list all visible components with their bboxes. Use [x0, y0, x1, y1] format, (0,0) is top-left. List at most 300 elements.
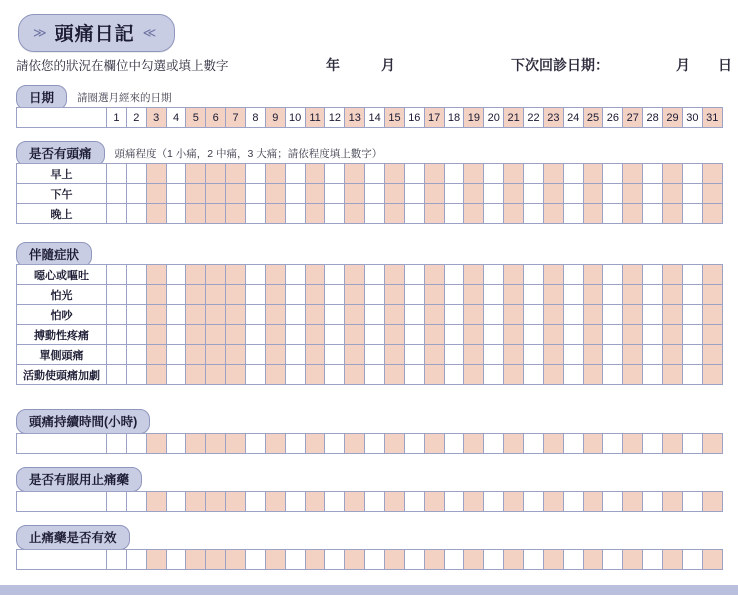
- headache-cell-r2-d29[interactable]: [663, 184, 683, 204]
- symptom-cell-r4-d3[interactable]: [146, 325, 166, 345]
- symptom-cell-r3-d26[interactable]: [603, 305, 623, 325]
- symptom-cell-r4-d27[interactable]: [623, 325, 643, 345]
- day-number-30[interactable]: 30: [682, 108, 702, 128]
- day-number-9[interactable]: 9: [265, 108, 285, 128]
- symptom-cell-r1-d19[interactable]: [464, 265, 484, 285]
- headache-cell-r2-d25[interactable]: [583, 184, 603, 204]
- symptom-cell-r1-d30[interactable]: [682, 265, 702, 285]
- headache-cell-r2-d8[interactable]: [246, 184, 266, 204]
- symptom-cell-r1-d7[interactable]: [226, 265, 246, 285]
- symptom-cell-r6-d22[interactable]: [524, 365, 544, 385]
- duration-cell-r1-d17[interactable]: [424, 434, 444, 454]
- symptom-cell-r2-d10[interactable]: [285, 285, 305, 305]
- headache-cell-r1-d29[interactable]: [663, 164, 683, 184]
- medication-cell-r1-d16[interactable]: [404, 492, 424, 512]
- symptom-cell-r1-d29[interactable]: [663, 265, 683, 285]
- headache-cell-r1-d13[interactable]: [345, 164, 365, 184]
- headache-cell-r1-d23[interactable]: [543, 164, 563, 184]
- symptom-cell-r2-d5[interactable]: [186, 285, 206, 305]
- symptom-cell-r1-d26[interactable]: [603, 265, 623, 285]
- day-number-2[interactable]: 2: [126, 108, 146, 128]
- headache-grid[interactable]: [16, 163, 723, 224]
- day-number-18[interactable]: 18: [444, 108, 464, 128]
- symptom-cell-r3-d3[interactable]: [146, 305, 166, 325]
- medication-cell-r1-d5[interactable]: [186, 492, 206, 512]
- symptom-cell-r2-d17[interactable]: [424, 285, 444, 305]
- symptom-cell-r4-d15[interactable]: [385, 325, 405, 345]
- effective-grid[interactable]: [16, 549, 723, 570]
- symptom-cell-r4-d28[interactable]: [643, 325, 663, 345]
- medication-cell-r1-d22[interactable]: [524, 492, 544, 512]
- medication-cell-r1-d1[interactable]: [107, 492, 127, 512]
- headache-cell-r3-d13[interactable]: [345, 204, 365, 224]
- symptom-cell-r4-d6[interactable]: [206, 325, 226, 345]
- day-number-13[interactable]: 13: [345, 108, 365, 128]
- symptom-cell-r3-d5[interactable]: [186, 305, 206, 325]
- headache-cell-r1-d19[interactable]: [464, 164, 484, 184]
- symptom-cell-r3-d30[interactable]: [682, 305, 702, 325]
- symptom-cell-r6-d24[interactable]: [563, 365, 583, 385]
- date-grid[interactable]: [16, 107, 723, 128]
- medication-cell-r1-d19[interactable]: [464, 492, 484, 512]
- headache-cell-r2-d31[interactable]: [702, 184, 722, 204]
- duration-cell-r1-d27[interactable]: [623, 434, 643, 454]
- headache-cell-r3-d1[interactable]: [107, 204, 127, 224]
- symptom-cell-r4-d24[interactable]: [563, 325, 583, 345]
- symptom-cell-r5-d1[interactable]: [107, 345, 127, 365]
- symptom-cell-r3-d16[interactable]: [404, 305, 424, 325]
- effective-cell-r1-d17[interactable]: [424, 550, 444, 570]
- symptom-cell-r1-d5[interactable]: [186, 265, 206, 285]
- medication-cell-r1-d11[interactable]: [305, 492, 325, 512]
- symptom-cell-r3-d8[interactable]: [246, 305, 266, 325]
- duration-cell-r1-d19[interactable]: [464, 434, 484, 454]
- symptom-cell-r2-d13[interactable]: [345, 285, 365, 305]
- symptom-cell-r4-d17[interactable]: [424, 325, 444, 345]
- effective-cell-r1-d3[interactable]: [146, 550, 166, 570]
- symptom-cell-r1-d8[interactable]: [246, 265, 266, 285]
- effective-cell-r1-d5[interactable]: [186, 550, 206, 570]
- headache-cell-r3-d27[interactable]: [623, 204, 643, 224]
- duration-cell-r1-d11[interactable]: [305, 434, 325, 454]
- headache-cell-r2-d4[interactable]: [166, 184, 186, 204]
- headache-cell-r1-d4[interactable]: [166, 164, 186, 184]
- duration-cell-r1-d13[interactable]: [345, 434, 365, 454]
- symptom-cell-r4-d11[interactable]: [305, 325, 325, 345]
- headache-cell-r2-d20[interactable]: [484, 184, 504, 204]
- symptom-cell-r3-d21[interactable]: [504, 305, 524, 325]
- headache-cell-r3-d24[interactable]: [563, 204, 583, 224]
- effective-cell-r1-d24[interactable]: [563, 550, 583, 570]
- medication-cell-r1-d25[interactable]: [583, 492, 603, 512]
- duration-cell-r1-d4[interactable]: [166, 434, 186, 454]
- symptom-cell-r4-d30[interactable]: [682, 325, 702, 345]
- medication-cell-r1-d4[interactable]: [166, 492, 186, 512]
- headache-cell-r1-d2[interactable]: [126, 164, 146, 184]
- headache-cell-r2-d5[interactable]: [186, 184, 206, 204]
- symptom-cell-r1-d27[interactable]: [623, 265, 643, 285]
- effective-cell-r1-d13[interactable]: [345, 550, 365, 570]
- day-number-19[interactable]: 19: [464, 108, 484, 128]
- symptom-cell-r5-d14[interactable]: [365, 345, 385, 365]
- symptom-cell-r6-d4[interactable]: [166, 365, 186, 385]
- symptom-cell-r6-d31[interactable]: [702, 365, 722, 385]
- effective-cell-r1-d4[interactable]: [166, 550, 186, 570]
- medication-grid[interactable]: [16, 491, 723, 512]
- symptom-cell-r3-d20[interactable]: [484, 305, 504, 325]
- medication-cell-r1-d28[interactable]: [643, 492, 663, 512]
- headache-cell-r3-d18[interactable]: [444, 204, 464, 224]
- effective-cell-r1-d6[interactable]: [206, 550, 226, 570]
- symptom-cell-r4-d29[interactable]: [663, 325, 683, 345]
- headache-cell-r2-d17[interactable]: [424, 184, 444, 204]
- symptom-cell-r5-d21[interactable]: [504, 345, 524, 365]
- symptom-cell-r1-d2[interactable]: [126, 265, 146, 285]
- symptom-cell-r6-d16[interactable]: [404, 365, 424, 385]
- headache-cell-r1-d28[interactable]: [643, 164, 663, 184]
- symptom-cell-r3-d24[interactable]: [563, 305, 583, 325]
- headache-cell-r2-d6[interactable]: [206, 184, 226, 204]
- symptom-cell-r2-d22[interactable]: [524, 285, 544, 305]
- medication-cell-r1-d9[interactable]: [265, 492, 285, 512]
- symptom-cell-r6-d17[interactable]: [424, 365, 444, 385]
- symptom-cell-r3-d6[interactable]: [206, 305, 226, 325]
- duration-cell-r1-d7[interactable]: [226, 434, 246, 454]
- duration-cell-r1-d29[interactable]: [663, 434, 683, 454]
- duration-grid[interactable]: [16, 433, 723, 454]
- headache-cell-r3-d20[interactable]: [484, 204, 504, 224]
- symptom-cell-r4-d1[interactable]: [107, 325, 127, 345]
- symptom-cell-r6-d15[interactable]: [385, 365, 405, 385]
- day-number-5[interactable]: 5: [186, 108, 206, 128]
- symptom-cell-r4-d26[interactable]: [603, 325, 623, 345]
- symptom-cell-r6-d7[interactable]: [226, 365, 246, 385]
- day-number-24[interactable]: 24: [563, 108, 583, 128]
- effective-cell-r1-d21[interactable]: [504, 550, 524, 570]
- headache-cell-r1-d26[interactable]: [603, 164, 623, 184]
- headache-cell-r1-d12[interactable]: [325, 164, 345, 184]
- symptom-cell-r5-d13[interactable]: [345, 345, 365, 365]
- symptom-cell-r3-d15[interactable]: [385, 305, 405, 325]
- headache-cell-r3-d2[interactable]: [126, 204, 146, 224]
- duration-cell-r1-d9[interactable]: [265, 434, 285, 454]
- headache-cell-r2-d13[interactable]: [345, 184, 365, 204]
- headache-cell-r2-d10[interactable]: [285, 184, 305, 204]
- headache-cell-r1-d31[interactable]: [702, 164, 722, 184]
- symptom-cell-r1-d10[interactable]: [285, 265, 305, 285]
- headache-cell-r1-d1[interactable]: [107, 164, 127, 184]
- symptom-cell-r5-d9[interactable]: [265, 345, 285, 365]
- headache-cell-r2-d14[interactable]: [365, 184, 385, 204]
- effective-cell-r1-d30[interactable]: [682, 550, 702, 570]
- symptom-cell-r5-d28[interactable]: [643, 345, 663, 365]
- headache-cell-r3-d9[interactable]: [265, 204, 285, 224]
- symptom-cell-r6-d12[interactable]: [325, 365, 345, 385]
- medication-cell-r1-d29[interactable]: [663, 492, 683, 512]
- symptom-cell-r1-d3[interactable]: [146, 265, 166, 285]
- symptom-cell-r1-d12[interactable]: [325, 265, 345, 285]
- symptom-cell-r3-d27[interactable]: [623, 305, 643, 325]
- headache-cell-r1-d27[interactable]: [623, 164, 643, 184]
- symptom-cell-r1-d21[interactable]: [504, 265, 524, 285]
- effective-cell-r1-d20[interactable]: [484, 550, 504, 570]
- headache-cell-r3-d28[interactable]: [643, 204, 663, 224]
- symptom-cell-r6-d27[interactable]: [623, 365, 643, 385]
- effective-cell-r1-d10[interactable]: [285, 550, 305, 570]
- headache-cell-r2-d26[interactable]: [603, 184, 623, 204]
- duration-cell-r1-d30[interactable]: [682, 434, 702, 454]
- day-number-23[interactable]: 23: [543, 108, 563, 128]
- headache-cell-r3-d30[interactable]: [682, 204, 702, 224]
- symptom-cell-r5-d8[interactable]: [246, 345, 266, 365]
- duration-cell-r1-d25[interactable]: [583, 434, 603, 454]
- duration-cell-r1-d15[interactable]: [385, 434, 405, 454]
- headache-cell-r1-d22[interactable]: [524, 164, 544, 184]
- effective-cell-r1-d29[interactable]: [663, 550, 683, 570]
- headache-cell-r3-d7[interactable]: [226, 204, 246, 224]
- headache-cell-r2-d7[interactable]: [226, 184, 246, 204]
- medication-cell-r1-d24[interactable]: [563, 492, 583, 512]
- medication-cell-r1-d13[interactable]: [345, 492, 365, 512]
- duration-cell-r1-d8[interactable]: [246, 434, 266, 454]
- symptom-cell-r6-d23[interactable]: [543, 365, 563, 385]
- symptom-cell-r5-d29[interactable]: [663, 345, 683, 365]
- symptom-cell-r3-d10[interactable]: [285, 305, 305, 325]
- symptom-cell-r1-d18[interactable]: [444, 265, 464, 285]
- symptom-cell-r2-d14[interactable]: [365, 285, 385, 305]
- headache-cell-r3-d22[interactable]: [524, 204, 544, 224]
- duration-cell-r1-d10[interactable]: [285, 434, 305, 454]
- symptom-cell-r4-d10[interactable]: [285, 325, 305, 345]
- symptom-cell-r5-d20[interactable]: [484, 345, 504, 365]
- headache-cell-r2-d1[interactable]: [107, 184, 127, 204]
- symptom-cell-r6-d5[interactable]: [186, 365, 206, 385]
- symptom-cell-r6-d6[interactable]: [206, 365, 226, 385]
- headache-cell-r2-d16[interactable]: [404, 184, 424, 204]
- headache-cell-r3-d11[interactable]: [305, 204, 325, 224]
- symptom-cell-r5-d26[interactable]: [603, 345, 623, 365]
- medication-cell-r1-d27[interactable]: [623, 492, 643, 512]
- medication-cell-r1-d17[interactable]: [424, 492, 444, 512]
- symptom-cell-r4-d4[interactable]: [166, 325, 186, 345]
- day-number-31[interactable]: 31: [702, 108, 722, 128]
- effective-cell-r1-d11[interactable]: [305, 550, 325, 570]
- duration-cell-r1-d31[interactable]: [702, 434, 722, 454]
- symptom-cell-r1-d14[interactable]: [365, 265, 385, 285]
- symptom-cell-r6-d25[interactable]: [583, 365, 603, 385]
- day-number-22[interactable]: 22: [524, 108, 544, 128]
- headache-cell-r2-d3[interactable]: [146, 184, 166, 204]
- day-number-11[interactable]: 11: [305, 108, 325, 128]
- headache-cell-r3-d10[interactable]: [285, 204, 305, 224]
- symptom-cell-r5-d31[interactable]: [702, 345, 722, 365]
- symptom-cell-r3-d17[interactable]: [424, 305, 444, 325]
- medication-cell-r1-d14[interactable]: [365, 492, 385, 512]
- symptom-cell-r1-d11[interactable]: [305, 265, 325, 285]
- symptom-cell-r5-d25[interactable]: [583, 345, 603, 365]
- symptom-cell-r6-d21[interactable]: [504, 365, 524, 385]
- day-number-1[interactable]: 1: [107, 108, 127, 128]
- headache-cell-r2-d9[interactable]: [265, 184, 285, 204]
- symptom-cell-r3-d18[interactable]: [444, 305, 464, 325]
- symptom-cell-r1-d13[interactable]: [345, 265, 365, 285]
- headache-cell-r3-d25[interactable]: [583, 204, 603, 224]
- symptom-cell-r2-d27[interactable]: [623, 285, 643, 305]
- symptom-cell-r4-d31[interactable]: [702, 325, 722, 345]
- headache-cell-r1-d3[interactable]: [146, 164, 166, 184]
- symptom-cell-r3-d2[interactable]: [126, 305, 146, 325]
- symptom-cell-r1-d1[interactable]: [107, 265, 127, 285]
- symptom-cell-r4-d20[interactable]: [484, 325, 504, 345]
- headache-cell-r2-d23[interactable]: [543, 184, 563, 204]
- symptom-cell-r6-d3[interactable]: [146, 365, 166, 385]
- day-number-26[interactable]: 26: [603, 108, 623, 128]
- headache-cell-r3-d5[interactable]: [186, 204, 206, 224]
- symptom-cell-r1-d4[interactable]: [166, 265, 186, 285]
- symptom-cell-r5-d6[interactable]: [206, 345, 226, 365]
- symptom-cell-r6-d10[interactable]: [285, 365, 305, 385]
- medication-cell-r1-d31[interactable]: [702, 492, 722, 512]
- headache-cell-r2-d28[interactable]: [643, 184, 663, 204]
- symptom-cell-r2-d8[interactable]: [246, 285, 266, 305]
- symptom-cell-r4-d19[interactable]: [464, 325, 484, 345]
- day-number-27[interactable]: 27: [623, 108, 643, 128]
- symptom-cell-r3-d19[interactable]: [464, 305, 484, 325]
- headache-cell-r3-d8[interactable]: [246, 204, 266, 224]
- effective-cell-r1-d28[interactable]: [643, 550, 663, 570]
- symptom-cell-r2-d26[interactable]: [603, 285, 623, 305]
- symptom-cell-r4-d8[interactable]: [246, 325, 266, 345]
- symptom-cell-r4-d2[interactable]: [126, 325, 146, 345]
- symptoms-grid[interactable]: [16, 264, 723, 385]
- symptom-cell-r5-d7[interactable]: [226, 345, 246, 365]
- headache-cell-r1-d16[interactable]: [404, 164, 424, 184]
- symptom-cell-r2-d29[interactable]: [663, 285, 683, 305]
- symptom-cell-r2-d19[interactable]: [464, 285, 484, 305]
- duration-cell-r1-d16[interactable]: [404, 434, 424, 454]
- duration-cell-r1-d28[interactable]: [643, 434, 663, 454]
- day-number-29[interactable]: 29: [663, 108, 683, 128]
- headache-cell-r3-d29[interactable]: [663, 204, 683, 224]
- symptom-cell-r6-d30[interactable]: [682, 365, 702, 385]
- symptom-cell-r6-d29[interactable]: [663, 365, 683, 385]
- day-number-20[interactable]: 20: [484, 108, 504, 128]
- symptom-cell-r4-d16[interactable]: [404, 325, 424, 345]
- headache-cell-r3-d26[interactable]: [603, 204, 623, 224]
- symptom-cell-r2-d23[interactable]: [543, 285, 563, 305]
- headache-cell-r3-d14[interactable]: [365, 204, 385, 224]
- day-number-4[interactable]: 4: [166, 108, 186, 128]
- day-number-16[interactable]: 16: [404, 108, 424, 128]
- symptom-cell-r5-d10[interactable]: [285, 345, 305, 365]
- medication-cell-r1-d15[interactable]: [385, 492, 405, 512]
- medication-cell-r1-d2[interactable]: [126, 492, 146, 512]
- symptom-cell-r1-d17[interactable]: [424, 265, 444, 285]
- symptom-cell-r4-d12[interactable]: [325, 325, 345, 345]
- effective-cell-r1-d26[interactable]: [603, 550, 623, 570]
- symptom-cell-r6-d20[interactable]: [484, 365, 504, 385]
- day-number-25[interactable]: 25: [583, 108, 603, 128]
- headache-cell-r3-d3[interactable]: [146, 204, 166, 224]
- day-number-7[interactable]: 7: [226, 108, 246, 128]
- day-number-17[interactable]: 17: [424, 108, 444, 128]
- day-number-10[interactable]: 10: [285, 108, 305, 128]
- symptom-cell-r3-d11[interactable]: [305, 305, 325, 325]
- medication-cell-r1-d7[interactable]: [226, 492, 246, 512]
- medication-cell-r1-d30[interactable]: [682, 492, 702, 512]
- symptom-cell-r3-d29[interactable]: [663, 305, 683, 325]
- medication-cell-r1-d12[interactable]: [325, 492, 345, 512]
- symptom-cell-r4-d5[interactable]: [186, 325, 206, 345]
- headache-cell-r3-d21[interactable]: [504, 204, 524, 224]
- headache-cell-r2-d22[interactable]: [524, 184, 544, 204]
- symptom-cell-r3-d23[interactable]: [543, 305, 563, 325]
- symptom-cell-r1-d15[interactable]: [385, 265, 405, 285]
- medication-cell-r1-d20[interactable]: [484, 492, 504, 512]
- headache-cell-r1-d14[interactable]: [365, 164, 385, 184]
- medication-cell-r1-d23[interactable]: [543, 492, 563, 512]
- duration-cell-r1-d6[interactable]: [206, 434, 226, 454]
- medication-cell-r1-d18[interactable]: [444, 492, 464, 512]
- headache-cell-r3-d4[interactable]: [166, 204, 186, 224]
- effective-cell-r1-d1[interactable]: [107, 550, 127, 570]
- symptom-cell-r5-d2[interactable]: [126, 345, 146, 365]
- symptom-cell-r5-d17[interactable]: [424, 345, 444, 365]
- symptom-cell-r6-d2[interactable]: [126, 365, 146, 385]
- symptom-cell-r4-d9[interactable]: [265, 325, 285, 345]
- duration-cell-r1-d24[interactable]: [563, 434, 583, 454]
- headache-cell-r1-d10[interactable]: [285, 164, 305, 184]
- medication-cell-r1-d6[interactable]: [206, 492, 226, 512]
- day-number-14[interactable]: 14: [365, 108, 385, 128]
- symptom-cell-r2-d25[interactable]: [583, 285, 603, 305]
- headache-cell-r3-d23[interactable]: [543, 204, 563, 224]
- symptom-cell-r1-d6[interactable]: [206, 265, 226, 285]
- medication-cell-r1-d26[interactable]: [603, 492, 623, 512]
- symptom-cell-r3-d22[interactable]: [524, 305, 544, 325]
- symptom-cell-r2-d2[interactable]: [126, 285, 146, 305]
- symptom-cell-r3-d1[interactable]: [107, 305, 127, 325]
- symptom-cell-r2-d18[interactable]: [444, 285, 464, 305]
- headache-cell-r1-d8[interactable]: [246, 164, 266, 184]
- effective-cell-r1-d12[interactable]: [325, 550, 345, 570]
- symptom-cell-r5-d18[interactable]: [444, 345, 464, 365]
- symptom-cell-r1-d9[interactable]: [265, 265, 285, 285]
- duration-cell-r1-d26[interactable]: [603, 434, 623, 454]
- symptom-cell-r5-d16[interactable]: [404, 345, 424, 365]
- duration-cell-r1-d12[interactable]: [325, 434, 345, 454]
- symptom-cell-r1-d25[interactable]: [583, 265, 603, 285]
- headache-cell-r3-d17[interactable]: [424, 204, 444, 224]
- headache-cell-r3-d31[interactable]: [702, 204, 722, 224]
- symptom-cell-r1-d22[interactable]: [524, 265, 544, 285]
- symptom-cell-r2-d20[interactable]: [484, 285, 504, 305]
- symptom-cell-r1-d31[interactable]: [702, 265, 722, 285]
- symptom-cell-r3-d12[interactable]: [325, 305, 345, 325]
- symptom-cell-r3-d13[interactable]: [345, 305, 365, 325]
- effective-cell-r1-d14[interactable]: [365, 550, 385, 570]
- medication-cell-r1-d21[interactable]: [504, 492, 524, 512]
- symptom-cell-r2-d24[interactable]: [563, 285, 583, 305]
- symptom-cell-r5-d3[interactable]: [146, 345, 166, 365]
- headache-cell-r2-d19[interactable]: [464, 184, 484, 204]
- symptom-cell-r4-d7[interactable]: [226, 325, 246, 345]
- headache-cell-r1-d24[interactable]: [563, 164, 583, 184]
- headache-cell-r2-d18[interactable]: [444, 184, 464, 204]
- symptom-cell-r2-d4[interactable]: [166, 285, 186, 305]
- headache-cell-r1-d9[interactable]: [265, 164, 285, 184]
- headache-cell-r1-d17[interactable]: [424, 164, 444, 184]
